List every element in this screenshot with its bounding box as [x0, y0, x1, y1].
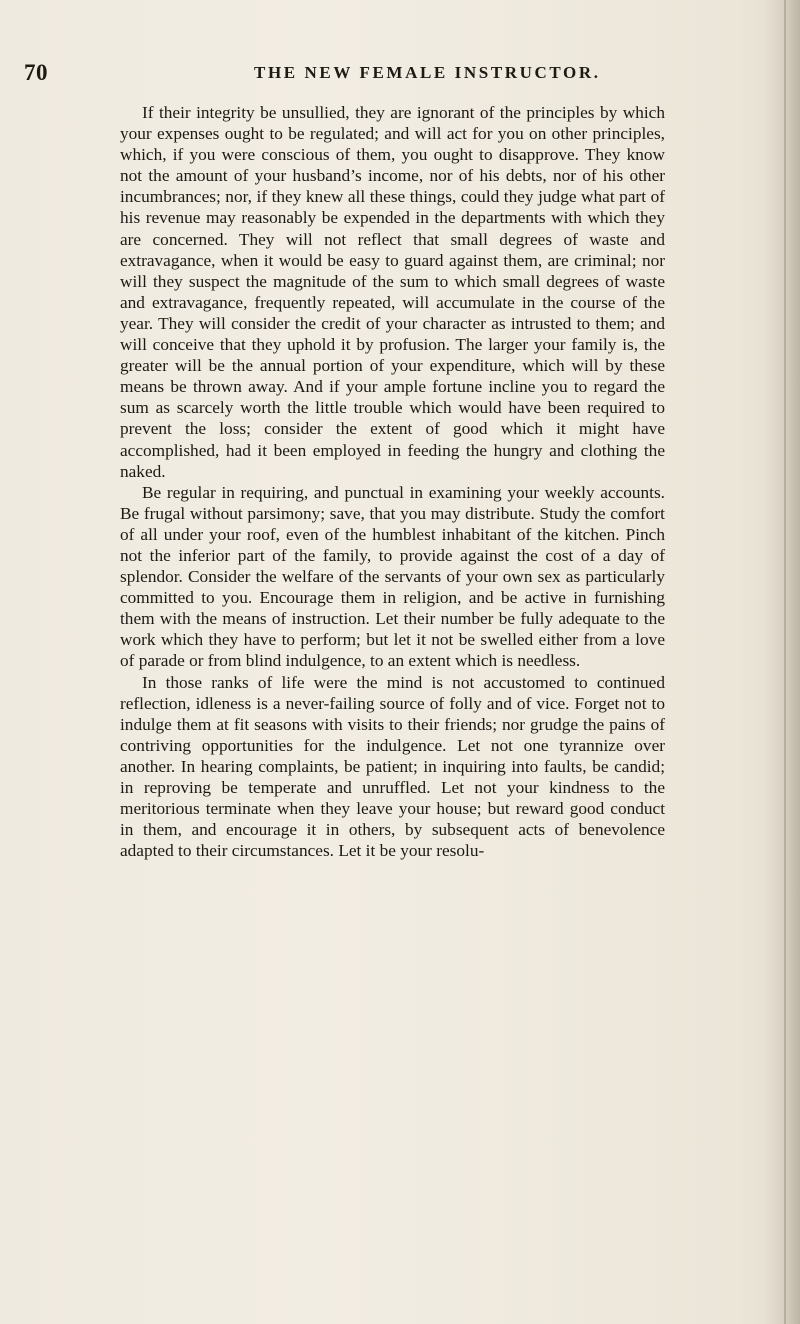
- paragraph: In those ranks of life were the mind is not accustomed to continued reflection, idleness is a never-failing source of folly and of vice. Forget not to indulge them at fit seasons with visits to their friends; nor grudge the pains of contriving opportunities for the indulgence. Let not one tyrannize over another. In hearing complaints, be patient; in inquiring into faults, be candid; in reproving be temperate and unruffled. Let not your kindness to the meritorious terminate when they leave your house; but reward good conduct in them, and encourage it in others, by subsequent acts of benevolence adapted to their circumstances. Let it be your resolu-: [120, 672, 665, 861]
- page-edge-shadow: [764, 0, 800, 1324]
- page-edge-line: [784, 0, 786, 1324]
- body-text: [120, 102, 665, 861]
- page-number: 70: [24, 60, 48, 85]
- paragraph: If their integrity be unsullied, they are ignorant of the principles by which your expenses ought to be regulated; and will act for you on other principles, which, if you were conscious of them, you ought to disapprove. They know not the amount of your husband’s income, nor of his debts, nor of his other incumbrances; nor, if they knew all these things, could they judge what part of his revenue may reasonably be expended in the departments with which they are concerned. They will not reflect that small degrees of waste and extravagance, when it would be easy to guard against them, are criminal; nor will they suspect the magnitude of the sum to which small degrees of waste and extravagance, frequently repeated, will accumulate in the course of the year. They will consider the credit of your character as intrusted to them; and will conceive that they uphold it by profusion. The larger your family is, the greater will be the annual portion of your expenditure, which will by these means be thrown away. And if your ample fortune incline you to regard the sum as scarcely worth the little trouble which would have been required to prevent the loss; consider the extent of good which it might have accomplished, had it been employed in feeding the hungry and clothing the naked.: [120, 103, 665, 481]
- paragraph: Be regular in requiring, and punctual in examining your weekly accounts. Be frugal without parsimony; save, that you may distribute. Study the comfort of all under your roof, even of the humblest inhabitant of the kitchen. Pinch not the inferior part of the family, to provide against the cost of a day of splendor. Consider the welfare of the servants of your own sex as particularly committed to you. Encourage them in religion, and be active in furnishing them with the means of instruction. Let their number be fully adequate to the work which they have to perform; but let it not be swelled either from a love of parade or from blind indulgence, to an extent which is needless.: [120, 482, 665, 671]
- page-header: [24, 60, 744, 84]
- running-title: THE NEW FEMALE INSTRUCTOR.: [254, 63, 601, 82]
